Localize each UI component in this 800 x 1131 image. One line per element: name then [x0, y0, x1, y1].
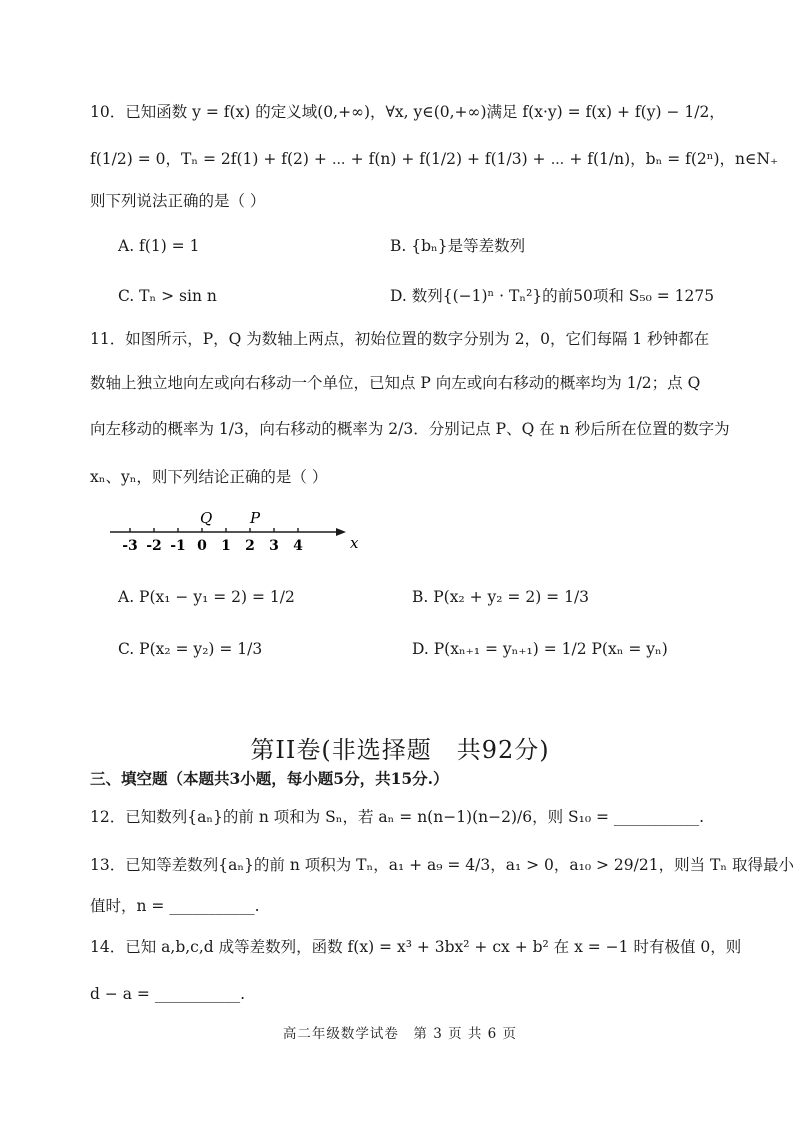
tick-label: 1 [221, 538, 231, 554]
section-2-subtitle: 三、填空题（本题共3小题，每小题5分，共15分.） [90, 769, 449, 788]
point-q-label: Q [200, 509, 213, 527]
section-2-title: 第II卷(非选择题 共92分) [250, 736, 550, 764]
q10-line-3: 则下列说法正确的是（ ） [90, 192, 266, 210]
q10-option-a: A. f(1) = 1 [118, 237, 200, 255]
q11-line-3: 向左移动的概率为 1/3，向右移动的概率为 2/3．分别记点 P、Q 在 n 秒后所在位置的数字为 [90, 420, 730, 438]
q11-option-a: A. P(x₁ − y₁ = 2) = 1/2 [118, 588, 295, 606]
q10-line-1: 10．已知函数 y = f(x) 的定义域(0,+∞)，∀x, y∈(0,+∞)满足 f(x·y) = f(x) + f(y) − 1/2， [90, 103, 725, 121]
tick-label: -3 [122, 538, 138, 554]
tick-label: 3 [269, 538, 279, 554]
axis-label-x: x [350, 534, 359, 552]
tick-label: 4 [293, 538, 303, 554]
page-footer: 高二年级数学试卷 第 3 页 共 6 页 [282, 1026, 518, 1042]
q10-line-2: f(1/2) = 0，Tₙ = 2f(1) + f(2) + ⋯ + f(n) + f(1/2) + f(1/3) + ⋯ + f(1/n)，bₙ = f(2ⁿ)，n∈N₊ [90, 150, 779, 168]
q11-line-4: xₙ、yₙ，则下列结论正确的是（ ） [90, 468, 328, 486]
tick-label: 2 [245, 538, 255, 554]
number-line-figure [100, 508, 360, 558]
q11-option-c: C. P(x₂ = y₂) = 1/3 [118, 640, 263, 658]
q10-option-c: C. Tₙ > sin n [118, 287, 217, 305]
q13-line-2: 值时，n = ___________. [90, 897, 260, 915]
tick-labels [122, 538, 303, 554]
q11-line-2: 数轴上独立地向左或向右移动一个单位，已知点 P 向左或向右移动的概率均为 1/2；点 Q [90, 374, 701, 392]
q11-option-d: D. P(xₙ₊₁ = yₙ₊₁) = 1/2 P(xₙ = yₙ) [412, 640, 668, 658]
tick-label: -2 [146, 538, 162, 554]
q14-line-2: d − a = ___________. [90, 985, 246, 1003]
q11-line-1: 11．如图所示，P，Q 为数轴上两点，初始位置的数字分别为 2，0，它们每隔 1 秒钟都在 [90, 330, 710, 348]
q13-line-1: 13．已知等差数列{aₙ}的前 n 项积为 Tₙ，a₁ + a₉ = 4/3，a₁ > 0，a₁₀ > 29/21，则当 Tₙ 取得最小 [90, 856, 794, 874]
q12-line-1: 12．已知数列{aₙ}的前 n 项和为 Sₙ，若 aₙ = n(n−1)(n−2)/6，则 S₁₀ = ___________. [90, 808, 705, 826]
q14-line-1: 14．已知 a,b,c,d 成等差数列，函数 f(x) = x³ + 3bx² + cx + b² 在 x = −1 时有极值 0，则 [90, 938, 742, 956]
tick-label: -1 [170, 538, 186, 554]
q11-option-b: B. P(x₂ + y₂ = 2) = 1/3 [412, 588, 590, 606]
point-p-label: P [250, 509, 261, 527]
q10-option-b: B. {bₙ}是等差数列 [390, 237, 526, 255]
number-line-arrow [336, 528, 346, 536]
tick-label: 0 [197, 538, 207, 554]
q10-option-d: D. 数列{(−1)ⁿ · Tₙ²}的前50项和 S₅₀ = 1275 [390, 287, 715, 305]
